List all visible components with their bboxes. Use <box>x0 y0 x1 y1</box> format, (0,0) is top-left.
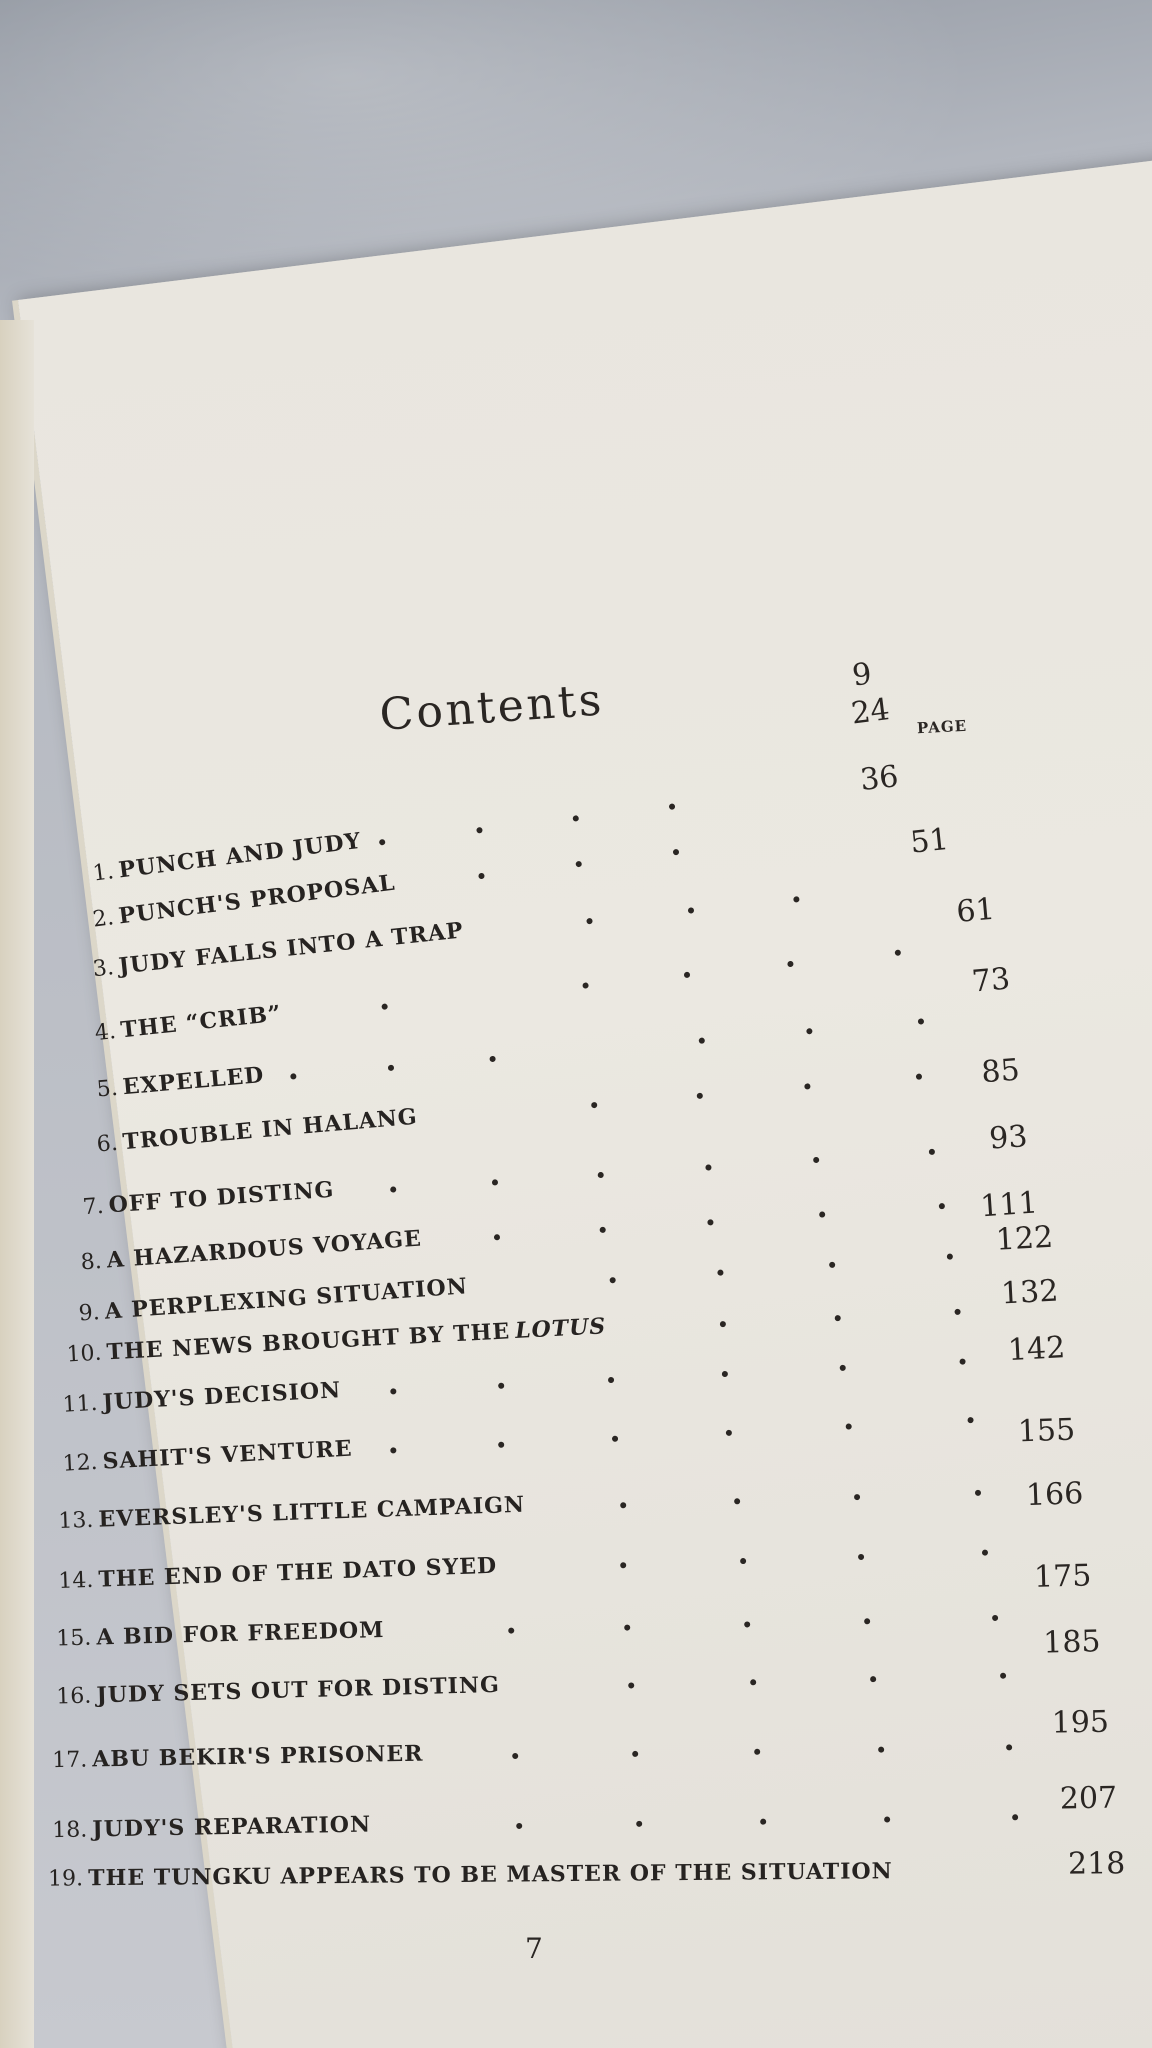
leader-dot <box>494 1234 500 1240</box>
leader-dot <box>813 1157 819 1163</box>
chapter-title: THE TUNGKU APPEARS TO BE MASTER OF THE SITUATION <box>88 1858 893 1892</box>
leader-dot <box>870 1676 876 1682</box>
chapter-title: JUDY FALLS INTO A TRAP <box>117 917 465 980</box>
leader-dot <box>498 1383 504 1389</box>
chapter-page: 218 <box>1067 1846 1126 1882</box>
leader-dot <box>864 1618 870 1624</box>
chapter-number: 7. <box>81 1193 105 1221</box>
chapter-title: JUDY SETS OUT FOR DISTING <box>96 1671 501 1709</box>
chapter-page: 24 <box>849 692 892 732</box>
contents-heading: Contents <box>378 674 606 741</box>
leader-dot <box>516 1823 522 1829</box>
chapter-title: JUDY'S REPARATION <box>92 1811 372 1843</box>
toc-row <box>0 1780 1152 1858</box>
chapter-number: 6. <box>95 1130 119 1158</box>
leader-dot <box>734 1498 740 1504</box>
chapter-page: 175 <box>1033 1558 1092 1595</box>
chapter-title: ABU BEKIR'S PRISONER <box>92 1740 424 1773</box>
leader-dot <box>381 1003 388 1010</box>
toc-row <box>0 1704 1152 1788</box>
chapter-number: 1. <box>91 859 116 887</box>
leader-dot <box>390 1447 396 1453</box>
chapter-page: 61 <box>955 891 997 930</box>
leader-dot <box>959 1358 965 1364</box>
chapter-page: 155 <box>1017 1412 1076 1450</box>
leader-dot <box>476 827 483 834</box>
leader-dot <box>290 1073 297 1080</box>
leader-dot <box>508 1628 514 1634</box>
chapter-number: 14. <box>57 1567 94 1594</box>
leader-dot <box>498 1442 504 1448</box>
leader-dot <box>750 1679 756 1685</box>
leader-dot <box>918 1018 925 1025</box>
leader-dot <box>512 1753 518 1759</box>
leader-dot <box>858 1554 864 1560</box>
chapter-page: 207 <box>1059 1780 1118 1817</box>
chapter-title: PUNCH AND JUDY <box>117 827 363 884</box>
leader-dot <box>388 1065 395 1072</box>
leader-dot <box>804 1083 811 1090</box>
leader-dot <box>620 1562 626 1568</box>
leader-dot <box>684 972 691 979</box>
chapter-page: 85 <box>980 1052 1021 1091</box>
chapter-title: EXPELLED <box>121 1061 266 1101</box>
leader-dot <box>720 1321 726 1327</box>
chapter-number: 4. <box>93 1018 118 1047</box>
leader-dot <box>895 949 902 956</box>
leader-dot <box>854 1494 860 1500</box>
leader-dot <box>947 1253 953 1259</box>
chapter-number: 13. <box>57 1507 94 1534</box>
chapter-title: OFF TO DISTING <box>107 1176 336 1219</box>
leader-dot <box>620 1502 626 1508</box>
leader-dot <box>954 1309 960 1315</box>
leader-dot <box>390 1388 396 1394</box>
chapter-number: 16. <box>56 1683 92 1710</box>
chapter-page: 142 <box>1007 1330 1067 1369</box>
leader-dot <box>673 849 680 856</box>
leader-dot <box>608 1377 614 1383</box>
leader-dot <box>878 1747 884 1753</box>
page-number: 7 <box>525 1932 543 1965</box>
leader-dot <box>1012 1814 1018 1820</box>
leader-dot <box>992 1615 998 1621</box>
chapter-title: A HAZARDOUS VOYAGE <box>105 1225 423 1274</box>
leader-dot <box>846 1423 852 1429</box>
leader-dot <box>478 873 485 880</box>
leader-dot <box>612 1436 618 1442</box>
chapter-number: 10. <box>65 1340 103 1368</box>
leader-dot <box>722 1371 728 1377</box>
leader-dot <box>787 961 794 968</box>
leader-dot <box>705 1164 711 1170</box>
chapter-title: PUNCH'S PROPOSAL <box>117 869 397 930</box>
leader-dot <box>1000 1673 1006 1679</box>
chapter-page: 166 <box>1025 1476 1084 1514</box>
leader-dot <box>793 896 800 903</box>
chapter-number: 15. <box>56 1625 92 1652</box>
leader-dot <box>379 839 386 846</box>
leader-dot <box>744 1621 750 1627</box>
leader-dot <box>1006 1744 1012 1750</box>
chapter-title: A PERPLEXING SITUATION <box>103 1273 469 1325</box>
chapter-page: 122 <box>994 1219 1054 1258</box>
toc-row <box>0 1846 1152 1906</box>
chapter-number: 9. <box>77 1300 101 1327</box>
leader-dot <box>598 1172 604 1178</box>
leader-dot <box>835 1315 841 1321</box>
leader-dot <box>760 1819 766 1825</box>
chapter-page: 9 <box>850 656 874 694</box>
leader-dot <box>586 918 593 925</box>
leader-dot <box>884 1816 890 1822</box>
leader-dot <box>975 1490 981 1496</box>
leader-dot <box>628 1682 634 1688</box>
leader-dot <box>489 1056 496 1063</box>
leader-dot <box>699 1037 706 1044</box>
leader-dot <box>916 1073 923 1080</box>
leader-dot <box>632 1751 638 1757</box>
leader-dot <box>600 1227 606 1233</box>
leader-dot <box>819 1211 825 1217</box>
chapter-title: THE END OF THE DATO SYED <box>98 1552 498 1593</box>
leader-dot <box>829 1262 835 1268</box>
leader-dot <box>740 1558 746 1564</box>
leader-dot <box>982 1550 988 1556</box>
leader-dot <box>390 1186 396 1192</box>
chapter-page: 195 <box>1051 1704 1110 1741</box>
leader-dot <box>806 1028 813 1035</box>
chapter-number: 2. <box>91 905 116 933</box>
leader-dot <box>840 1365 846 1371</box>
chapter-page: 73 <box>970 961 1012 1000</box>
leader-dot <box>754 1749 760 1755</box>
leader-dot <box>591 1102 598 1109</box>
page-column-heading: PAGE <box>916 716 968 738</box>
leader-dot <box>609 1277 615 1283</box>
leader-dot <box>697 1093 704 1100</box>
chapter-title-italic: LOTUS <box>514 1313 607 1344</box>
chapter-number: 19. <box>48 1866 84 1892</box>
leader-dot <box>717 1269 723 1275</box>
leader-dot <box>492 1179 498 1185</box>
leader-dot <box>707 1219 713 1225</box>
chapter-title: TROUBLE IN HALANG <box>121 1103 419 1156</box>
leader-dot <box>967 1417 973 1423</box>
leader-dot <box>575 861 582 868</box>
chapter-page: 132 <box>1000 1273 1060 1312</box>
leader-dot <box>636 1821 642 1827</box>
leader-dot <box>688 907 695 914</box>
chapter-page: 51 <box>908 821 951 861</box>
chapter-number: 5. <box>95 1075 119 1103</box>
chapter-title: A BID FOR FREEDOM <box>96 1616 385 1651</box>
chapter-page: 111 <box>979 1185 1039 1225</box>
leader-dot <box>669 803 676 810</box>
leader-dot <box>582 982 589 989</box>
chapter-number: 3. <box>91 955 116 983</box>
chapter-title: THE NEWS BROUGHT BY THE <box>105 1318 511 1366</box>
leader-dot <box>939 1203 945 1209</box>
chapter-number: 12. <box>61 1449 99 1477</box>
chapter-page: 185 <box>1042 1624 1101 1661</box>
chapter-number: 11. <box>61 1390 99 1418</box>
chapter-title: JUDY'S DECISION <box>101 1377 342 1416</box>
chapter-number: 8. <box>79 1248 103 1276</box>
chapter-number: 18. <box>52 1817 88 1844</box>
chapter-title: THE “CRIB” <box>119 1000 283 1044</box>
chapter-title: SAHIT'S VENTURE <box>101 1435 354 1475</box>
chapter-page: 93 <box>988 1119 1029 1157</box>
chapter-number: 17. <box>52 1747 88 1774</box>
chapter-title: EVERSLEY'S LITTLE CAMPAIGN <box>98 1491 526 1533</box>
leader-dot <box>726 1430 732 1436</box>
leader-dot <box>572 815 579 822</box>
chapter-page: 36 <box>858 759 901 798</box>
leader-dot <box>624 1625 630 1631</box>
leader-dot <box>929 1149 935 1155</box>
